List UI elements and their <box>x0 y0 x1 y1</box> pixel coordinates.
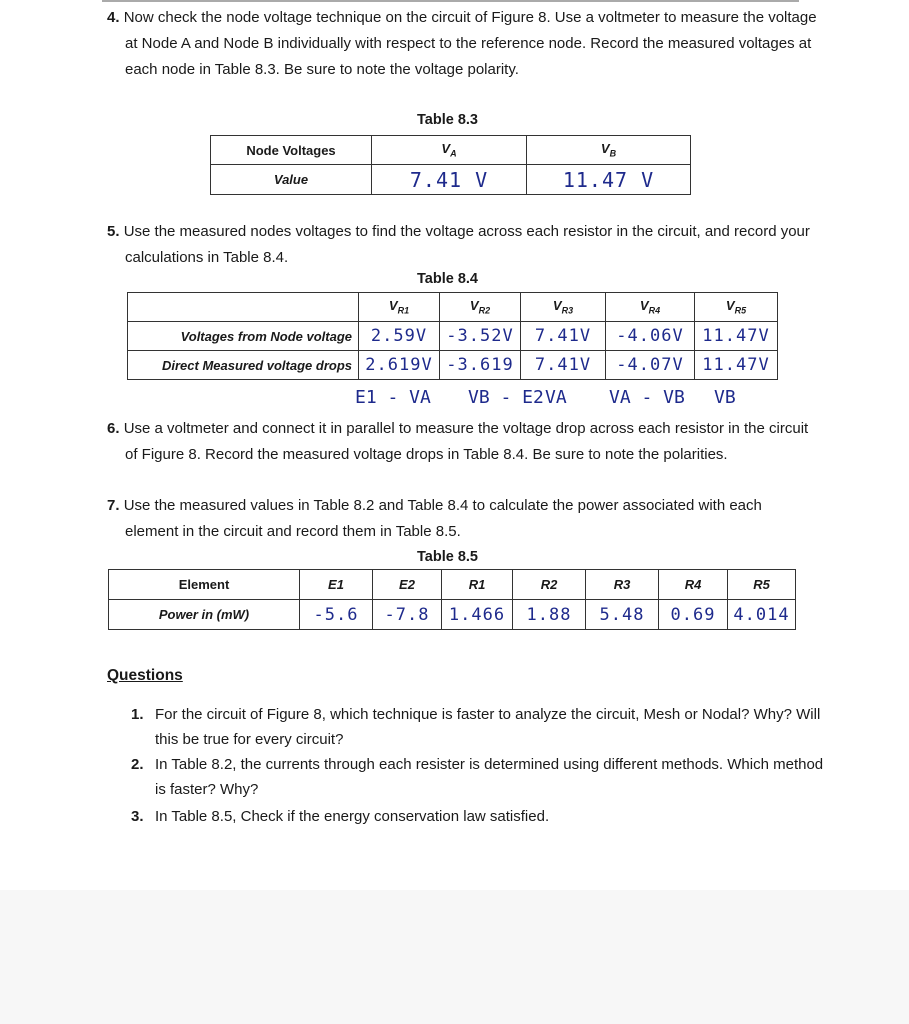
step-6-paragraph <box>107 416 817 468</box>
step-4-text: Now check the node voltage technique on the circuit of Figure 8. Use a voltmeter to measure the voltage at Node A and Node B individually with respect to the reference node. Record the measured voltages at each node in Table 8.3. Be sure to note the voltage polarity. <box>123 9 817 78</box>
table-8-5-element: R4 <box>659 570 728 600</box>
table-8-5-power: 0.69 <box>659 600 728 630</box>
table-8-3-value-label: Value <box>211 165 372 195</box>
question-1-number: 1. <box>131 706 144 723</box>
question-2-number: 2. <box>131 756 144 773</box>
table-8-4-header-vr2: $V_{R2}$ <box>440 293 521 322</box>
step-5-text: Use the measured nodes voltages to find the voltage across each resistor in the circuit, and record your calculations in Table 8.4. <box>123 223 810 266</box>
table-8-4-caption: Table 8.4 <box>417 271 478 287</box>
step-5-number: 5. <box>107 223 120 240</box>
table-8-3-row-label: Node Voltages <box>211 136 372 165</box>
question-1-text: For the circuit of Figure 8, which technique is faster to analyze the circuit, Mesh or Nodal? Why? Will this be true for every circuit? <box>155 706 821 748</box>
table-8-4-row1-cell: 11.47V <box>695 322 778 351</box>
step-4-number: 4. <box>107 9 120 26</box>
table-8-5-power: 5.48 <box>586 600 659 630</box>
step-5-paragraph <box>107 219 817 271</box>
top-rule <box>102 0 799 2</box>
question-1 <box>131 702 825 752</box>
page-shadow <box>0 890 909 1024</box>
table-8-3-header-va: $V_A$ <box>372 136 527 165</box>
table-8-4-header-vr4: $V_{R4}$ <box>606 293 695 322</box>
table-8-4 <box>127 292 778 380</box>
table-8-5-caption: Table 8.5 <box>417 549 478 565</box>
questions-heading: Questions <box>107 667 183 684</box>
step-7-paragraph <box>107 493 817 545</box>
question-3 <box>131 804 825 829</box>
table-8-4-row1-label: Voltages from Node voltage <box>128 322 359 351</box>
table-8-3-header-vb: $V_B$ <box>527 136 691 165</box>
table-8-4-row2-cell: -4.07V <box>606 351 695 380</box>
question-2 <box>131 752 825 802</box>
table-8-5 <box>108 569 796 630</box>
table-8-5-power: 1.88 <box>513 600 586 630</box>
table-8-3-caption: Table 8.3 <box>417 112 478 128</box>
table-8-5-element-label: Element <box>109 570 300 600</box>
formula-vr5: VB <box>714 387 736 408</box>
table-8-5-power-label: Power in (mW) <box>109 600 300 630</box>
table-8-4-row1-cell: -4.06V <box>606 322 695 351</box>
table-8-4-header-vr5: $V_{R5}$ <box>695 293 778 322</box>
table-8-4-row2-cell: -3.619 <box>440 351 521 380</box>
table-8-5-element: E1 <box>300 570 373 600</box>
question-2-text: In Table 8.2, the currents through each resister is determined using different methods. Which method is faster? Why? <box>155 756 824 798</box>
table-8-4-row2-cell: 2.619V <box>359 351 440 380</box>
step-4-paragraph <box>107 5 817 83</box>
table-8-5-power: -7.8 <box>373 600 442 630</box>
formula-vr3: VA <box>545 387 567 408</box>
table-8-4-row1-cell: -3.52V <box>440 322 521 351</box>
table-8-5-element: E2 <box>373 570 442 600</box>
table-8-4-header-vr1: $V_{R1}$ <box>359 293 440 322</box>
table-8-5-element: R3 <box>586 570 659 600</box>
step-6-text: Use a voltmeter and connect it in parallel to measure the voltage drop across each resistor in the circuit of Figure 8. Record the measured voltage drops in Table 8.4. Be sure to note the polarities. <box>123 420 809 463</box>
table-8-4-row2-cell: 7.41V <box>521 351 606 380</box>
table-8-5-power: 1.466 <box>442 600 513 630</box>
step-7-text: Use the measured values in Table 8.2 and Table 8.4 to calculate the power associated with each element in the circuit and record them in Table 8.5. <box>123 497 762 540</box>
table-8-4-row2-label: Direct Measured voltage drops <box>128 351 359 380</box>
step-6-number: 6. <box>107 420 120 437</box>
formula-vr4: VA - VB <box>609 387 685 408</box>
table-8-3-value-va: 7.41 V <box>372 165 527 195</box>
table-8-4-header-vr3: $V_{R3}$ <box>521 293 606 322</box>
formula-vr2: VB - E2 <box>468 387 544 408</box>
table-8-4-corner <box>128 293 359 322</box>
table-8-5-power: -5.6 <box>300 600 373 630</box>
question-3-text: In Table 8.5, Check if the energy conservation law satisfied. <box>155 808 550 825</box>
table-8-3-value-vb: 11.47 V <box>527 165 691 195</box>
table-8-5-element: R5 <box>728 570 796 600</box>
formula-vr1: E1 - VA <box>355 387 431 408</box>
table-8-5-element: R2 <box>513 570 586 600</box>
question-3-number: 3. <box>131 808 144 825</box>
table-8-4-row1-cell: 2.59V <box>359 322 440 351</box>
table-8-3 <box>210 135 691 195</box>
table-8-4-row2-cell: 11.47V <box>695 351 778 380</box>
table-8-4-row1-cell: 7.41V <box>521 322 606 351</box>
step-7-number: 7. <box>107 497 120 514</box>
table-8-5-power: 4.014 <box>728 600 796 630</box>
table-8-5-element: R1 <box>442 570 513 600</box>
